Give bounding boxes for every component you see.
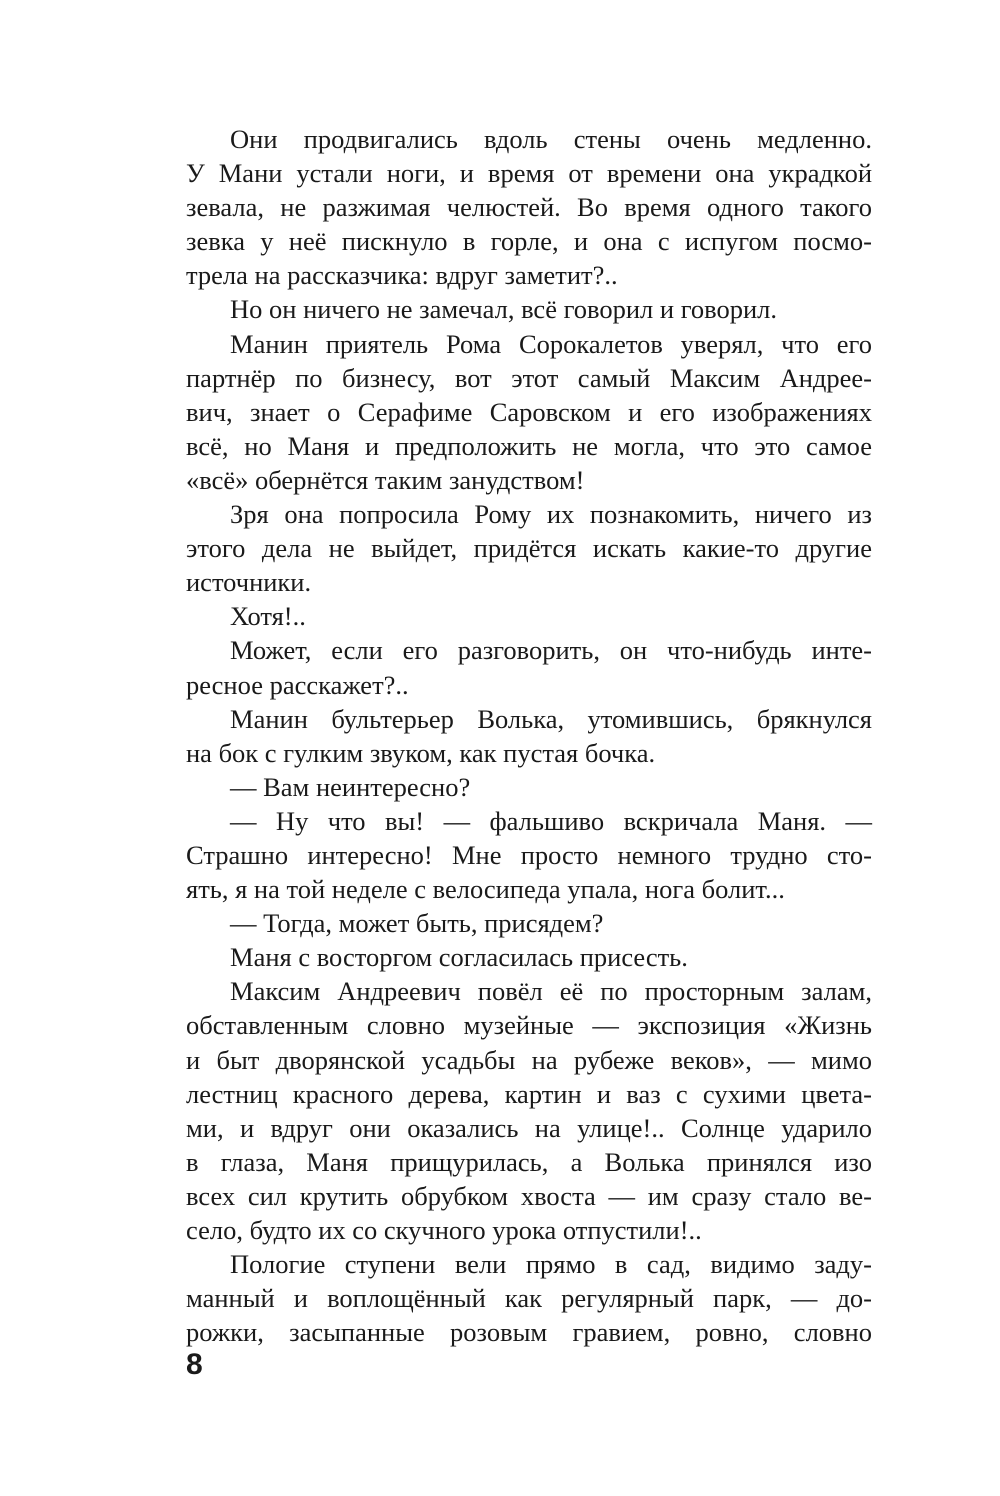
text-line: село, будто их со скучного урока отпустили!..: [186, 1215, 702, 1245]
text-line: обставленным словно музейные — экспозиция «Жизнь: [186, 1010, 872, 1041]
text-line: партнёр по бизнесу, вот этот самый Максим Андрее-: [186, 362, 872, 393]
text-line: Хотя!..: [230, 601, 306, 632]
text-line: Маня с восторгом согласилась присесть.: [230, 942, 688, 973]
text-line: Страшно интересно! Мне просто немного трудно сто-: [186, 839, 872, 870]
text-line: на бок с гулким звуком, как пустая бочка.: [186, 737, 656, 768]
text-line: Может, если его разговорить, он что-нибудь инте-: [230, 635, 872, 666]
text-line: лестниц красного дерева, картин и ваз с сухими цвета-: [186, 1078, 872, 1109]
text-line: ми, и вдруг они оказались на улице!.. Солнце ударило: [186, 1112, 872, 1143]
text-line: — Тогда, может быть, присядем?: [230, 908, 604, 939]
text-line: всех сил крутить обрубком хвоста — им сразу стало ве-: [186, 1180, 872, 1211]
text-line: Зря она попросила Рому их познакомить, ничего из: [230, 499, 872, 530]
text-line: Манин бультерьер Волька, утомившись, брякнулся: [230, 703, 872, 734]
text-line: этого дела не выйдет, придётся искать какие-то другие: [186, 533, 872, 564]
text-line: Они продвигались вдоль стены очень медленно.: [230, 124, 872, 154]
text-line: — Вам неинтересно?: [230, 771, 471, 802]
text-line: в глаза, Маня прищурилась, а Волька принялся изо: [186, 1146, 872, 1177]
text-line: «всё» обернётся таким занудством!: [186, 464, 585, 495]
body-text: [186, 122, 872, 1349]
text-line: манный и воплощённый как регулярный парк, — до-: [186, 1283, 872, 1314]
text-line: зевала, не разжимая челюстей. Во время одного такого: [186, 192, 872, 223]
text-line: ресное расскажет?..: [186, 669, 409, 700]
text-line: Но он ничего не замечал, всё говорил и говорил.: [230, 294, 778, 325]
text-line: вич, знает о Серафиме Саровском и его изображениях: [186, 396, 872, 427]
text-line: У Мани устали ноги, и время от времени она украдкой: [186, 158, 872, 189]
text-line: Манин приятель Рома Сорокалетов уверял, что его: [230, 328, 872, 359]
text-line: всё, но Маня и предположить не могла, что это самое: [186, 430, 872, 461]
text-line: трела на рассказчика: вдруг заметит?..: [186, 260, 618, 291]
text-line: ять, я на той неделе с велосипеда упала, нога болит...: [186, 874, 785, 905]
text-line: Максим Андреевич повёл её по просторным залам,: [230, 976, 872, 1007]
text-line: Пологие ступени вели прямо в сад, видимо заду-: [230, 1249, 872, 1280]
text-line: — Ну что вы! — фальшиво вскричала Маня. —: [230, 805, 872, 836]
text-line: и быт дворянской усадьбы на рубеже веков», — мимо: [186, 1044, 872, 1075]
text-line: рожки, засыпанные розовым гравием, ровно, словно: [186, 1317, 872, 1348]
text-line: источники.: [186, 567, 312, 598]
page-number: 8: [186, 1348, 203, 1381]
text-line: зевка у неё пискнуло в горле, и она с испугом посмо-: [186, 226, 872, 257]
